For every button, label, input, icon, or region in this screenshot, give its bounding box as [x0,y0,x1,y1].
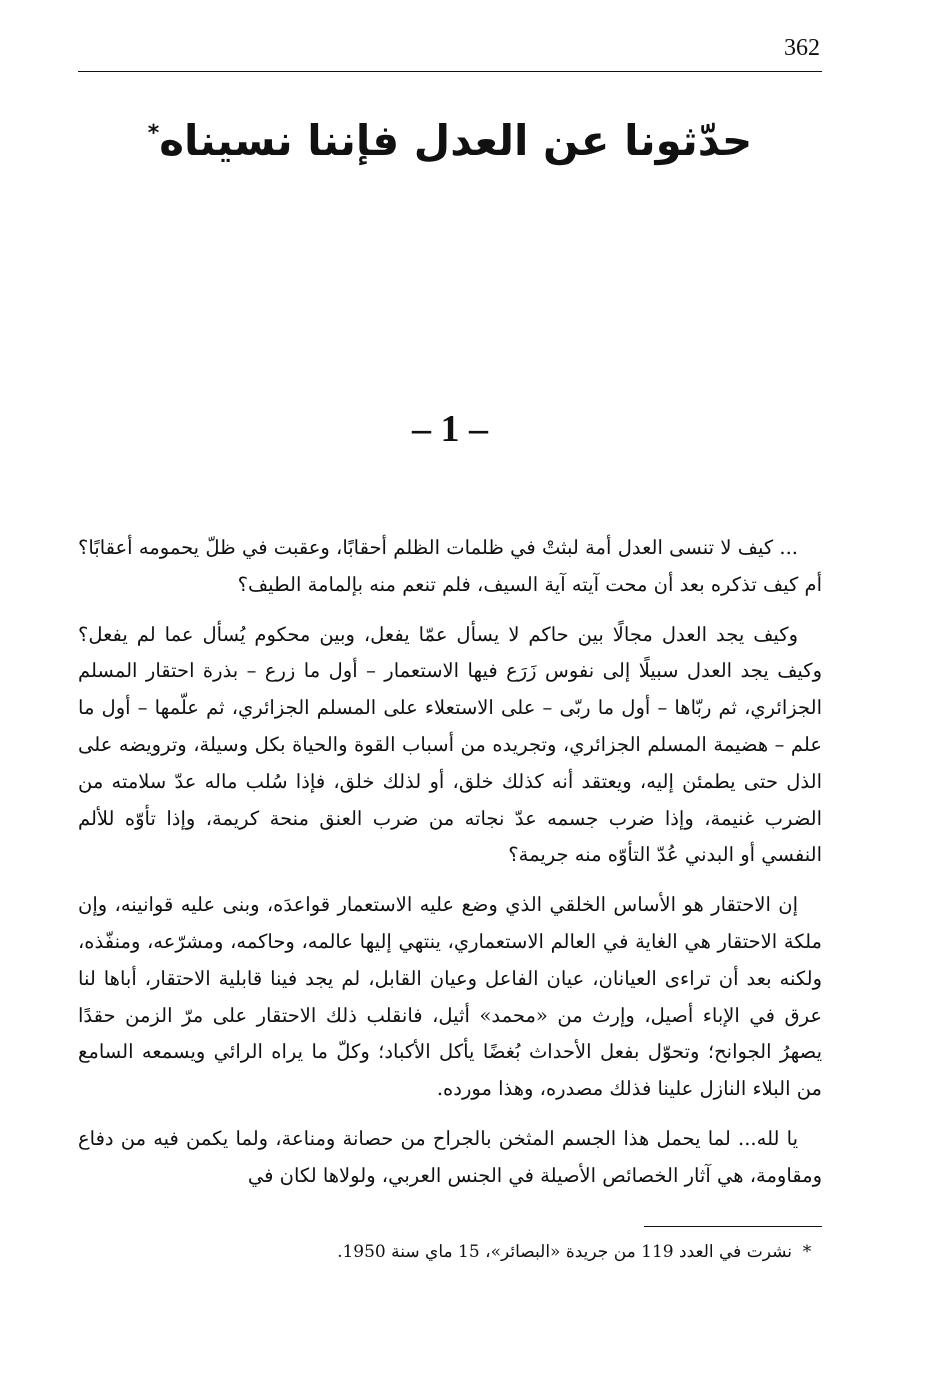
article-body [78,530,822,1208]
title-footnote-marker: * [147,121,160,146]
paragraph-1: ... كيف لا تنسى العدل أمة لبثتْ في ظلمات الظلم أحقابًا، وعقبت في ظلّ يحمومه أعقابًا؟ أم كيف تذكره بعد أن محت آيته آية السيف، فلم تنعم منه بإلمامة الطيف؟ [78,536,822,596]
footnote [78,1236,822,1268]
title-text: حدّثونا عن العدل فإننا نسيناه [159,116,753,165]
footnote-marker: * [802,1242,812,1262]
header-rule [78,71,822,72]
paragraph-3: إن الاحتقار هو الأساس الخلقي الذي وضع عليه الاستعمار قواعدَه، وبنى عليه قوانينه، وإن ملكة الاحتقار هي الغاية في العالم الاستعماري، ينتهي إليها عالمه، وحاكمه، ومشرّعه، ومنفّذه، ولكنه بعد أن تراءى العيانان، عيان الفاعل وعيان القابل، لم يجد فينا قابلية الاحتقار، أباها لنا عرق في الإباء أصيل، وإرث من «محمد» أثيل، فانقلب ذلك الاحتقار على مرّ الزمن حقدًا يصهرُ الجوانح؛ وتحوّل بفعل الأحداث بُغضًا يأكل الأكباد؛ وكلّ ما يراه الرائي ويسمعه السامع من البلاء النازل علينا فذلك مصدره، وهذا مورده. [78,893,822,1101]
paragraph-4: يا لله... لما يحمل هذا الجسم المثخن بالجراح من حصانة ومناعة، ولما يكمن فيه من دفاع ومقاومة، هي آثار الخصائص الأصيلة في الجنس العربي، ولولاها لكان في [78,1126,822,1187]
footnote-rule [644,1226,822,1227]
section-number: – 1 – [412,408,488,450]
paragraph-2: وكيف يجد العدل مجالًا بين حاكم لا يسأل عمّا يفعل، وبين محكوم يُسأل عما لم يفعل؟ وكيف يجد العدل سبيلًا إلى نفوس زَرَع فيها الاستعمار – أول ما زرع – بذرة احتقار المسلم الجزائري، ثم ربّاها – أول ما ربّى – على الاستعلاء على المسلم الجزائري، ثم علّمها – أول ما علم – هضيمة المسلم الجزائري، وتجريده من أسباب القوة والحياة بكل وسيلة، وترويضه على الذل حتى يطمئن إليه، ويعتقد أنه كذلك خلق، أو لذلك خلق، فإذا سُلب ماله عدّ سلامته من الضرب غنيمة، وإذا ضرب جسمه عدّ نجاته من ضرب العنق منحة كريمة، وإذا تأوّه للألم النفسي أو البدني عُدّ التأوّه منه جريمة؟ [78,622,822,867]
page-number: 362 [784,35,820,61]
footnote-text: نشرت في العدد 119 من جريدة «البصائر»، 15 ماي سنة 1950. [337,1242,792,1262]
article-title [78,102,822,173]
